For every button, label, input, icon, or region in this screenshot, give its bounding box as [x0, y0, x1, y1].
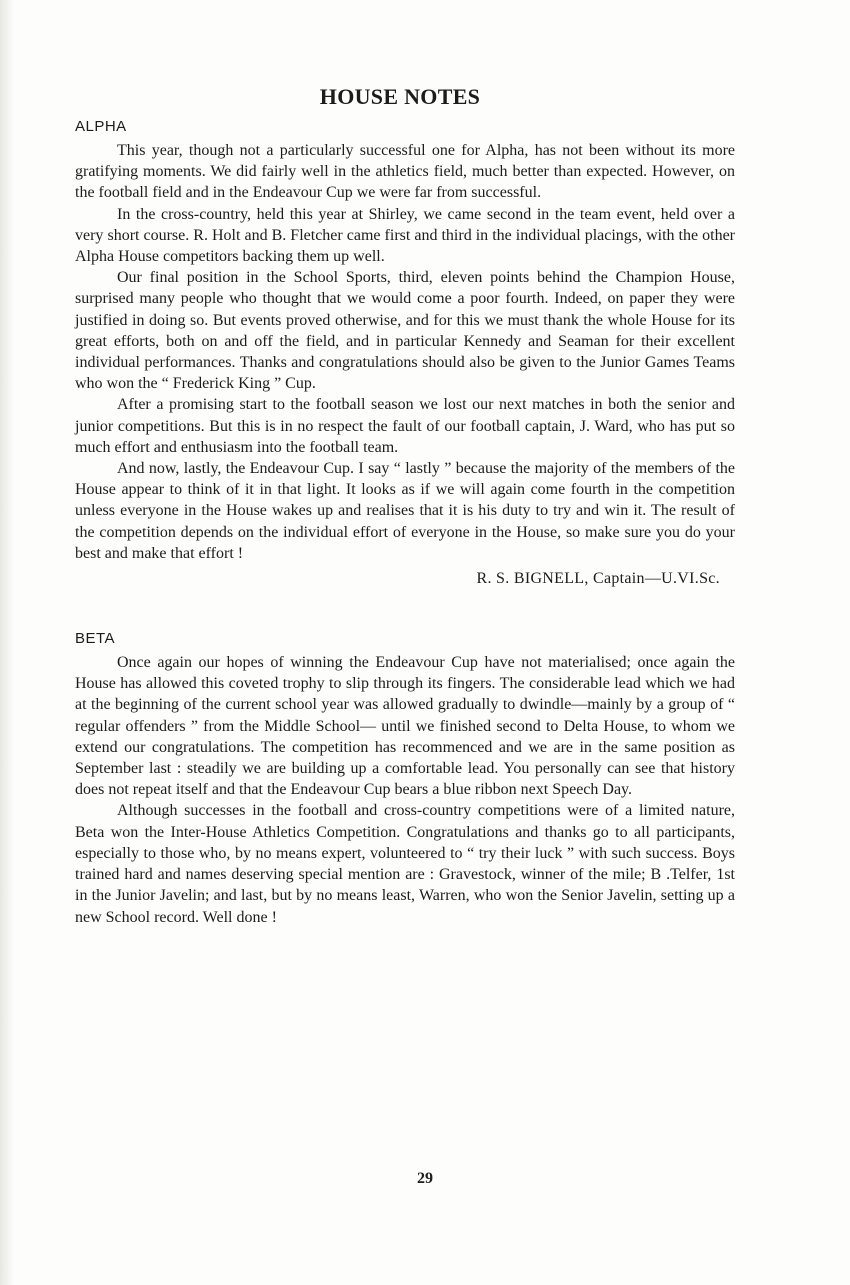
- section-heading-beta: BETA: [75, 630, 116, 648]
- alpha-paragraph-4: After a promising start to the football season we lost our next matches in both the senior and junior competitions. But this is in no respect the fault of our football captain, J. Ward, who has put so much effort and enthusiasm into the football team.: [75, 396, 735, 456]
- alpha-paragraph-5: And now, lastly, the Endeavour Cup. I say “ lastly ” because the majority of the members of the House appear to think of it in that light. It looks as if we will again come fourth in the competition unless everyone in the House wakes up and realises that it is his duty to try and win it. The result of the competition depends on the individual effort of everyone in the House, so make sure you do your best and make that effort !: [75, 460, 735, 562]
- beta-paragraph-2: Although successes in the football and cross-country competitions were of a limited nature, Beta won the Inter-House Athletics Competition. Congratulations and thanks go to all participants, especially to those who, by no means expert, volunteered to “ try their luck ” with such success. Boys trained hard and names deserving special mention are : Gravestock, winner of the mile; B .Telfer, 1st in the Junior Javelin; and last, but by no means least, Warren, who won the Senior Javelin, setting up a new School record. Well done !: [75, 802, 735, 926]
- page-title: HOUSE NOTES: [319, 84, 481, 109]
- text-column: [75, 84, 735, 928]
- page-edge-shadow: [0, 0, 14, 1285]
- section-heading-alpha: ALPHA: [75, 118, 127, 135]
- beta-paragraph-1: Once again our hopes of winning the Endeavour Cup have not materialised; once again the House has allowed this coveted trophy to slip through its fingers. The considerable lead which we had at the beginning of the current school year was allowed gradually to dwindle—mainly by a group of “ regular offenders ” from the Middle School— until we finished second to Delta House, to whom we extend our congratulations. The competition has recommenced and we are in the same position as September last : steadily we are building up a comfortable lead. You personally can see that history does not repeat itself and that the Endeavour Cup bears a blue ribbon next Speech Day.: [75, 654, 735, 799]
- page-number: 29: [417, 1170, 433, 1187]
- section-gap: [75, 588, 735, 630]
- alpha-paragraph-1: This year, though not a particularly successful one for Alpha, has not been without its more gratifying moments. We did fairly well in the athletics field, much better than expected. However, on the football field and in the Endeavour Cup we were far from successful.: [75, 142, 735, 202]
- alpha-paragraph-3: Our final position in the School Sports, third, eleven points behind the Champion House, surprised many people who thought that we would come a poor fourth. Indeed, on paper they were justified in doing so. But events proved otherwise, and for this we must thank the whole House for its great efforts, both on and off the field, and in particular Kennedy and Seaman for their excellent individual performances. Thanks and congratulations should also be given to the Junior Games Teams who won the “ Frederick King ” Cup.: [75, 269, 735, 393]
- alpha-paragraph-2: In the cross-country, held this year at Shirley, we came second in the team event, held over a very short course. R. Holt and B. Fletcher came first and third in the individual placings, with the other Alpha House competitors backing them up well.: [75, 205, 735, 266]
- alpha-signature: R. S. BIGNELL, Captain—U.VI.Sc.: [476, 570, 720, 588]
